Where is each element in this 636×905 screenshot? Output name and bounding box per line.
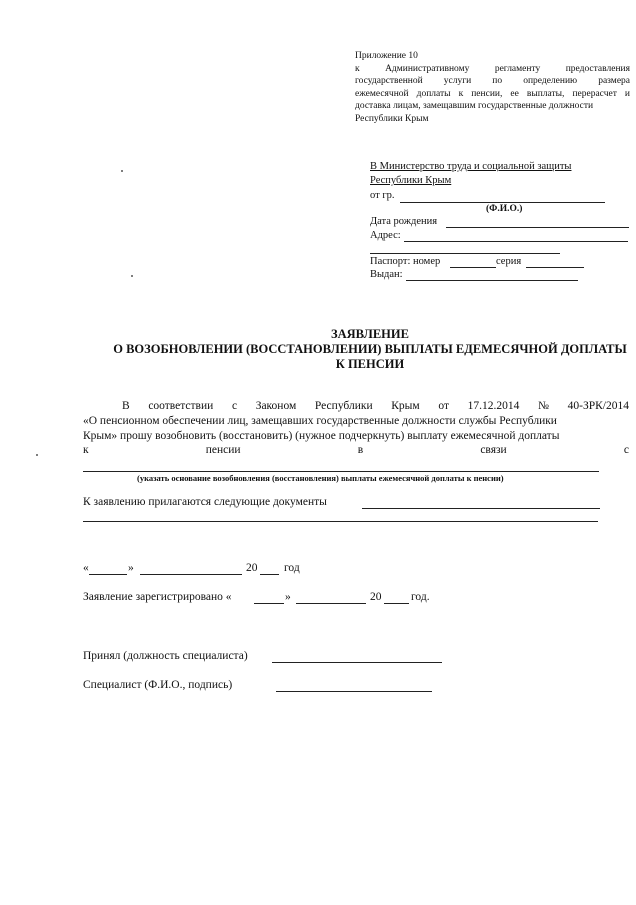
date-day-field[interactable]: [89, 574, 127, 575]
body-line-2: «О пенсионном обеспечении лиц, замещавших государственные должности службы Республики: [83, 415, 557, 427]
appendix-word: по: [492, 76, 503, 86]
registered-close-quote: »: [285, 591, 291, 603]
date-month-field[interactable]: [140, 574, 242, 575]
appendix-word: государственной: [355, 76, 423, 86]
registered-year-field[interactable]: [384, 603, 409, 604]
birth-date-field[interactable]: [446, 227, 629, 228]
body-word: соответствии: [148, 400, 214, 412]
appendix-number: Приложение 10: [355, 51, 418, 61]
body-word: от: [438, 400, 449, 412]
body-word: с: [231, 400, 238, 412]
fio-hint: (Ф.И.О.): [486, 204, 523, 214]
body-word: связи: [480, 444, 507, 456]
appendix-header: [355, 50, 630, 125]
appendix-word: к: [458, 88, 464, 99]
registered-year-prefix: 20: [370, 591, 382, 603]
appendix-line-6: Республики Крым: [355, 113, 429, 124]
scan-dot: [36, 454, 38, 456]
body-word: 17.12.2014: [467, 400, 520, 412]
appendix-word: услуги: [443, 76, 472, 86]
ministry-line-2: Республики Крым: [370, 175, 452, 186]
body-word: Республики: [314, 400, 373, 412]
specialist-field[interactable]: [276, 691, 432, 692]
issued-field[interactable]: [406, 280, 578, 281]
body-line-3: Крым» прошу возобновить (восстановить) (нужное подчеркнуть) выплату ежемесячной доплаты: [83, 430, 560, 442]
document-subtitle-1: О ВОЗОБНОВЛЕНИИ (ВОССТАНОВЛЕНИИ) ВЫПЛАТЫ ЕДЕМЕСЯЧНОЙ ДОПЛАТЫ: [113, 342, 627, 356]
document-subtitle-2: К ПЕНСИИ: [335, 357, 405, 371]
date-open-quote: «: [83, 562, 89, 574]
basis-field[interactable]: [83, 471, 599, 472]
appendix-word: выплаты,: [526, 88, 565, 99]
date-close-quote: »: [128, 562, 134, 574]
body-line-4: [83, 444, 629, 456]
body-word: Законом: [255, 400, 297, 412]
date-year-suffix: год: [284, 562, 300, 574]
date-year-prefix: 20: [246, 562, 258, 574]
appendix-line-2: [355, 63, 630, 76]
registered-label: Заявление зарегистрировано «: [83, 591, 232, 603]
specialist-label: Специалист (Ф.И.О., подпись): [83, 679, 233, 691]
issued-label: Выдан:: [370, 269, 403, 280]
body-word: В: [122, 400, 130, 412]
appendix-word: ежемесячной: [355, 88, 409, 99]
appendix-word: регламенту: [494, 63, 541, 74]
appendix-word: и: [624, 88, 630, 99]
attached-docs-label: К заявлению прилагаются следующие документы: [83, 496, 327, 508]
appendix-word: предоставления: [565, 63, 630, 74]
from-label: от гр.: [370, 190, 395, 201]
appendix-word: Административному: [385, 63, 470, 74]
address-field-2[interactable]: [370, 253, 560, 254]
attached-docs-field[interactable]: [362, 508, 600, 509]
accepted-label: Принял (должность специалиста): [83, 650, 248, 662]
basis-hint: (указать основание возобновления (восстановления) выплаты ежемесячной доплаты к пенсии): [137, 473, 504, 483]
passport-number-label: Паспорт: номер: [370, 256, 441, 267]
body-word: 40-ЗРК/2014: [567, 400, 629, 412]
accepted-field[interactable]: [272, 662, 442, 663]
body-word: с: [623, 444, 629, 456]
appendix-line-5: доставка лицам, замещавшим государственные должности: [355, 101, 594, 111]
appendix-line-3: [355, 75, 630, 88]
appendix-word: доплаты: [416, 88, 451, 99]
body-line-1: [122, 400, 629, 412]
address-field[interactable]: [404, 241, 628, 242]
registered-year-suffix: год.: [411, 591, 430, 603]
body-word: пенсии: [205, 444, 241, 456]
document-title: ЗАЯВЛЕНИЕ: [331, 327, 409, 341]
body-word: №: [538, 400, 549, 412]
scan-dot: [131, 275, 133, 277]
registered-day-field[interactable]: [254, 603, 284, 604]
appendix-word: ее: [510, 88, 519, 99]
appendix-word: размера: [598, 76, 630, 86]
attached-docs-field-2[interactable]: [83, 521, 598, 522]
passport-number-field[interactable]: [450, 267, 496, 268]
appendix-word: определению: [523, 76, 578, 86]
address-label: Адрес:: [370, 230, 401, 241]
ministry-line-1: В Министерство труда и социальной защиты: [370, 161, 572, 172]
appendix-word: пенсии,: [471, 88, 503, 99]
appendix-line-4: [355, 88, 630, 101]
appendix-word: перерасчет: [572, 88, 617, 99]
date-year-field[interactable]: [260, 574, 279, 575]
appendix-word: к: [355, 63, 360, 74]
body-word: к: [83, 444, 89, 456]
body-word: в: [357, 444, 364, 456]
body-word: Крым: [391, 400, 420, 412]
registered-month-field[interactable]: [296, 603, 366, 604]
birth-date-label: Дата рождения: [370, 216, 438, 227]
passport-series-field[interactable]: [526, 267, 584, 268]
scan-dot: [121, 170, 123, 172]
passport-series-label: серия: [496, 256, 522, 267]
